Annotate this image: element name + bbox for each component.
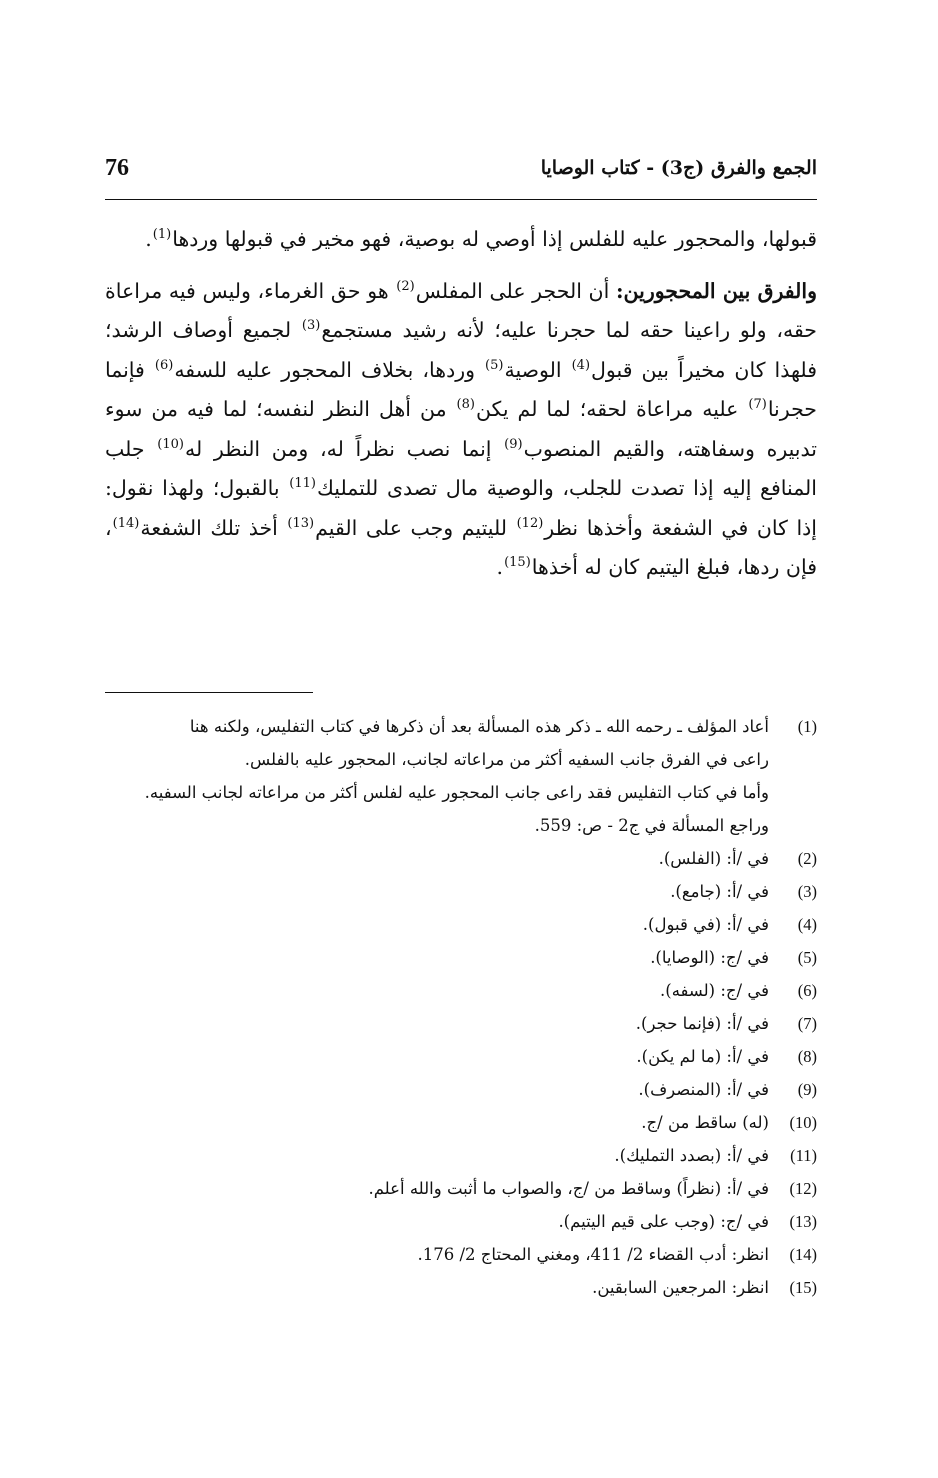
text-segment: لليتيم وجب على القيم: [315, 515, 516, 540]
footnote-12: [105, 1172, 817, 1205]
text-segment: .: [496, 555, 504, 579]
footnote-13: [105, 1205, 817, 1238]
footnote-text: في /أ: (نظراً) وساقط من /ج، والصواب ما أثبت والله أعلم.: [368, 1179, 769, 1198]
footnote-marker: (11): [289, 476, 316, 492]
page-number: 76: [105, 155, 129, 181]
footnote-text: في /أ: (ما لم يكن).: [636, 1047, 769, 1066]
main-text: [105, 220, 817, 588]
footnote-line: وأما في كتاب التفليس فقد راعى جانب المحجور عليه لفلس أكثر من مراعاته لجانب السفيه.: [144, 783, 769, 802]
section-lead: والفرق بين المحجورين:: [615, 278, 818, 303]
footnote-6: [105, 974, 817, 1007]
footnote-number: (3): [797, 882, 817, 901]
text-segment: عليه مراعاة لحقه؛ لما لم يكن: [475, 397, 748, 421]
footnote-1: [105, 710, 817, 842]
paragraph-end: .: [145, 227, 152, 251]
page-header: [105, 155, 817, 200]
footnote-marker: (3): [301, 318, 321, 334]
footnote-marker: (8): [456, 397, 475, 413]
text-segment: أخذ تلك الشفعة: [140, 515, 287, 540]
footnote-7: [105, 1007, 817, 1040]
paragraph-1: [105, 220, 817, 260]
footnote-text: في /أ: (الفلس).: [658, 849, 769, 868]
text-segment: هو حق الغرماء، وليس فيه مراعاة حقه، ولو راعينا حقه لما حجرنا عليه؛ لأنه رشيد مستجمع: [105, 278, 817, 342]
text-segment: لجميع أوصاف الرشد؛ فلهذا كان مخيراً بين قبول: [105, 318, 817, 382]
footnote-number: (15): [789, 1278, 817, 1297]
footnote-marker: (6): [154, 357, 174, 373]
footnote-2: [105, 842, 817, 875]
footnote-text: في /ج: (الوصايا).: [650, 948, 769, 967]
footnote-separator: [105, 692, 313, 693]
footnote-marker: (9): [504, 436, 523, 452]
footnote-number: (14): [789, 1245, 817, 1264]
footnote-number: (5): [797, 948, 817, 967]
footnote-line: وراجع المسألة في ج2 - ص: 559.: [534, 816, 769, 835]
footnote-text: في /أ: (بصدد التمليك).: [614, 1146, 769, 1165]
text-segment: ، فإن ردها، فبلغ اليتيم كان له أخذها: [105, 515, 817, 579]
footnotes: [105, 710, 817, 1304]
text-segment: أن الحجر على المفلس: [415, 278, 616, 303]
footnote-number: (6): [797, 981, 817, 1000]
footnote-14: [105, 1238, 817, 1271]
footnote-marker: (1): [152, 227, 172, 243]
footnote-15: [105, 1271, 817, 1304]
text-segment: جلب المنافع إليه إذا تصدت للجلب، والوصية مال تصدى للتمليك: [105, 436, 817, 500]
footnote-marker: (15): [504, 555, 531, 571]
footnote-number: (1): [797, 717, 817, 736]
footnote-3: [105, 875, 817, 908]
text-segment: إنما نصب نظراً له، ومن النظر له: [184, 436, 504, 461]
footnote-number: (9): [797, 1080, 817, 1099]
footnote-number: (2): [797, 849, 817, 868]
footnote-text: انظر: أدب القضاء 2/ 411، ومغني المحتاج 2/ 176.: [417, 1245, 769, 1264]
text-segment: بالقبول؛ ولهذا نقول: إذا كان في الشفعة وأخذها نظر: [105, 476, 818, 540]
footnote-line: راعى في الفرق جانب السفيه أكثر من مراعاته لجانب، المحجور عليه بالفلس.: [244, 750, 769, 769]
footnote-number: (10): [789, 1113, 817, 1132]
footnote-number: (11): [790, 1146, 817, 1165]
footnote-9: [105, 1073, 817, 1106]
footnote-text: في /ج: (لسفه).: [660, 981, 769, 1000]
footnote-5: [105, 941, 817, 974]
footnote-text: في /أ: (في قبول).: [642, 915, 769, 934]
text-segment: من أهل النظر لنفسه؛ لما فيه من سوء تدبيره وسفاهته، والقيم المنصوب: [105, 397, 817, 461]
footnote-number: (4): [797, 915, 817, 934]
footnote-number: (12): [789, 1179, 817, 1198]
footnote-number: (8): [797, 1047, 817, 1066]
footnote-10: [105, 1106, 817, 1139]
footnote-text: في /ج: (وجب على قيم اليتيم).: [558, 1212, 769, 1231]
footnote-line: أعاد المؤلف ـ رحمه الله ـ ذكر هذه المسألة بعد أن ذكرها في كتاب التفليس، ولكنه هنا: [189, 717, 769, 736]
footnote-marker: (12): [516, 515, 544, 531]
running-title: الجمع والفرق (ج3) - كتاب الوصايا: [540, 157, 817, 179]
footnote-marker: (2): [396, 278, 415, 294]
book-page: [105, 150, 817, 1350]
footnote-8: [105, 1040, 817, 1073]
footnote-marker: (14): [112, 515, 140, 531]
footnote-text: في /أ: (فإنما حجر).: [635, 1014, 769, 1033]
footnote-text: في /أ: (جامع).: [670, 882, 769, 901]
footnote-marker: (7): [748, 397, 767, 413]
footnote-number: (7): [797, 1014, 817, 1033]
footnote-marker: (5): [485, 357, 504, 373]
footnote-text: في /أ: (المنصرف).: [638, 1080, 769, 1099]
footnote-text: [105, 710, 775, 842]
footnote-number: (13): [789, 1212, 817, 1231]
text-segment: فإنما حجرنا: [105, 357, 817, 421]
footnote-text: انظر: المرجعين السابقين.: [592, 1278, 769, 1297]
text-segment: وردها، بخلاف المحجور عليه للسفه: [174, 357, 485, 382]
footnote-4: [105, 908, 817, 941]
footnote-11: [105, 1139, 817, 1172]
footnote-marker: (4): [571, 357, 591, 373]
paragraph-text: قبولها، والمحجور عليه للفلس إذا أوصي له بوصية، فهو مخير في قبولها وردها: [172, 227, 817, 251]
footnote-marker: (10): [157, 436, 184, 452]
footnote-marker: (13): [287, 515, 315, 531]
paragraph-2: [105, 272, 817, 588]
text-segment: الوصية: [504, 357, 571, 382]
footnote-text: (له) ساقط من /ج.: [641, 1113, 769, 1132]
